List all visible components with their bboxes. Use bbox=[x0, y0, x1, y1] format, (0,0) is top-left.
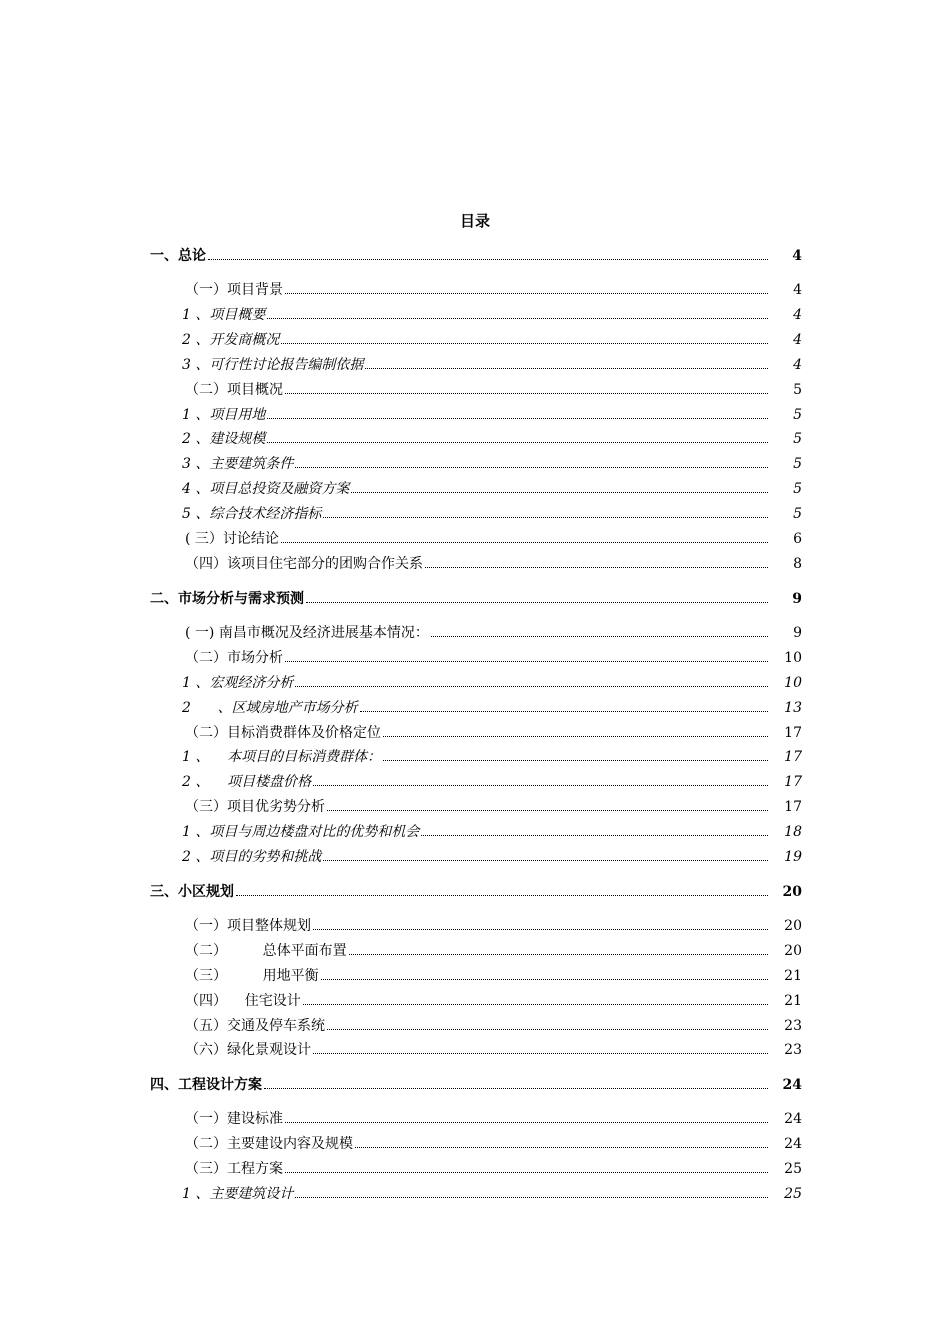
toc-entry-page-number: 21 bbox=[784, 992, 802, 1009]
toc-entry-label: 4 、项目总投资及融资方案 bbox=[182, 481, 350, 498]
toc-entry-label: （二）目标消费群体及价格定位 bbox=[185, 724, 381, 741]
toc-entry-page-number: 4 bbox=[792, 248, 802, 264]
toc-entry-label: 5 、综合技术经济指标 bbox=[182, 506, 322, 523]
table-of-contents bbox=[150, 244, 802, 1207]
toc-entry-label: 3 、主要建筑条件 bbox=[182, 456, 294, 473]
toc-entry-label: 2 、开发商概况 bbox=[182, 331, 280, 348]
dot-leader bbox=[267, 441, 768, 443]
toc-entry[interactable] bbox=[150, 244, 802, 268]
toc-entry[interactable] bbox=[150, 1182, 802, 1207]
toc-entry-label: （四）该项目住宅部分的团购合作关系 bbox=[185, 555, 423, 572]
toc-entry[interactable] bbox=[150, 989, 802, 1014]
toc-entry[interactable] bbox=[150, 795, 802, 820]
toc-entry-label: 3 、可行性讨论报告编制依据 bbox=[182, 356, 364, 373]
toc-entry[interactable] bbox=[150, 1157, 802, 1182]
toc-entry[interactable] bbox=[150, 770, 802, 795]
dot-leader bbox=[383, 759, 768, 761]
toc-entry-label: 1 、宏观经济分析 bbox=[182, 674, 294, 691]
dot-leader bbox=[236, 894, 768, 896]
toc-entry-label: 一、总论 bbox=[150, 248, 206, 264]
dot-leader bbox=[295, 685, 768, 687]
toc-entry-page-number: 5 bbox=[793, 406, 802, 423]
toc-entry-page-number: 6 bbox=[793, 531, 802, 548]
toc-entry-label: （六）绿化景观设计 bbox=[185, 1042, 311, 1059]
toc-entry-label: （二） 总体平面布置 bbox=[185, 942, 347, 959]
toc-entry-label: （一）项目背景 bbox=[185, 282, 283, 298]
toc-entry-page-number: 25 bbox=[784, 1186, 802, 1203]
dot-leader bbox=[306, 601, 768, 603]
dot-leader bbox=[281, 342, 768, 344]
toc-entry-label: （四） 住宅设计 bbox=[185, 992, 301, 1009]
toc-entry-page-number: 24 bbox=[784, 1136, 802, 1153]
dot-leader bbox=[313, 928, 768, 930]
dot-leader bbox=[360, 710, 768, 712]
dot-leader bbox=[285, 292, 768, 294]
toc-title: 目录 bbox=[459, 212, 490, 230]
toc-entry-page-number: 24 bbox=[782, 1077, 802, 1094]
dot-leader bbox=[321, 978, 768, 980]
toc-entry-page-number: 4 bbox=[793, 331, 802, 348]
toc-entry-label: 三、小区规划 bbox=[150, 883, 234, 900]
toc-entry-label: （五）交通及停车系统 bbox=[185, 1017, 325, 1034]
toc-entry-label: （二）主要建设内容及规模 bbox=[185, 1136, 353, 1153]
toc-entry-page-number: 10 bbox=[784, 649, 802, 666]
toc-entry-label: 2 、 项目楼盘价格 bbox=[182, 774, 312, 791]
dot-leader bbox=[264, 1087, 768, 1089]
toc-entry-label: （二）项目概况 bbox=[185, 381, 283, 398]
toc-entry[interactable] bbox=[150, 1038, 802, 1063]
toc-entry-page-number: 17 bbox=[784, 749, 802, 766]
dot-leader bbox=[295, 1196, 768, 1198]
toc-entry[interactable] bbox=[150, 671, 802, 696]
toc-entry[interactable] bbox=[150, 721, 802, 746]
toc-entry[interactable] bbox=[150, 328, 802, 353]
toc-entry-page-number: 10 bbox=[784, 674, 802, 691]
toc-entry[interactable] bbox=[150, 964, 802, 989]
dot-leader bbox=[421, 834, 768, 836]
toc-entry-label: 2 、建设规模 bbox=[182, 431, 266, 448]
toc-entry-page-number: 4 bbox=[793, 306, 802, 323]
toc-entry-page-number: 25 bbox=[784, 1161, 802, 1178]
dot-leader bbox=[281, 541, 768, 543]
dot-leader bbox=[285, 1171, 768, 1173]
dot-leader bbox=[327, 809, 768, 811]
toc-entry[interactable] bbox=[150, 502, 802, 527]
dot-leader bbox=[295, 466, 768, 468]
toc-entry-page-number: 9 bbox=[793, 624, 802, 641]
dot-leader bbox=[267, 417, 768, 419]
toc-entry-label: （二）市场分析 bbox=[185, 649, 283, 666]
toc-entry-page-number: 19 bbox=[784, 849, 802, 866]
dot-leader bbox=[349, 953, 768, 955]
toc-entry-page-number: 21 bbox=[784, 967, 802, 984]
toc-entry[interactable] bbox=[150, 1107, 802, 1132]
dot-leader bbox=[355, 1146, 768, 1148]
toc-entry[interactable] bbox=[150, 587, 802, 611]
toc-entry-page-number: 17 bbox=[784, 724, 802, 741]
toc-entry[interactable] bbox=[150, 1132, 802, 1157]
toc-entry-label: （一）建设标准 bbox=[185, 1111, 283, 1128]
toc-entry-label: （三） 用地平衡 bbox=[185, 967, 319, 984]
dot-leader bbox=[431, 635, 768, 637]
dot-leader bbox=[208, 258, 768, 260]
toc-entry-page-number: 17 bbox=[784, 799, 802, 816]
dot-leader bbox=[323, 516, 768, 518]
dot-leader bbox=[285, 1121, 768, 1123]
toc-entry-page-number: 23 bbox=[784, 1042, 802, 1059]
toc-entry-label: ( 一) 南昌市概况及经济进展基本情况： bbox=[185, 624, 429, 641]
toc-entry[interactable] bbox=[150, 452, 802, 477]
toc-entry[interactable] bbox=[150, 845, 802, 870]
toc-entry-page-number: 5 bbox=[793, 481, 802, 498]
dot-leader bbox=[285, 392, 768, 394]
dot-leader bbox=[425, 566, 768, 568]
toc-entry-label: 1 、主要建筑设计 bbox=[182, 1186, 294, 1203]
toc-entry-page-number: 4 bbox=[793, 356, 802, 373]
dot-leader bbox=[351, 491, 768, 493]
toc-entry-label: 2 、区域房地产市场分析 bbox=[182, 699, 358, 716]
toc-entry-page-number: 17 bbox=[784, 774, 802, 791]
toc-entry[interactable] bbox=[150, 820, 802, 845]
toc-entry[interactable] bbox=[150, 939, 802, 964]
toc-entry[interactable] bbox=[150, 1073, 802, 1097]
toc-entry-label: 2 、项目的劣势和挑战 bbox=[182, 849, 322, 866]
toc-entry-page-number: 5 bbox=[793, 381, 802, 398]
toc-entry-label: 二、市场分析与需求预测 bbox=[150, 590, 304, 607]
toc-entry-label: （一）项目整体规划 bbox=[185, 917, 311, 934]
toc-entry[interactable] bbox=[150, 477, 802, 502]
toc-entry[interactable] bbox=[150, 621, 802, 646]
toc-entry-page-number: 5 bbox=[793, 506, 802, 523]
dot-leader bbox=[383, 735, 768, 737]
dot-leader bbox=[285, 660, 768, 662]
toc-entry-label: （三）工程方案 bbox=[185, 1161, 283, 1178]
dot-leader bbox=[267, 317, 768, 319]
dot-leader bbox=[323, 859, 768, 861]
toc-entry[interactable] bbox=[150, 1014, 802, 1039]
toc-entry[interactable] bbox=[150, 527, 802, 552]
toc-entry-page-number: 20 bbox=[782, 883, 802, 900]
dot-leader bbox=[327, 1028, 768, 1030]
toc-entry[interactable] bbox=[150, 378, 802, 403]
toc-entry[interactable] bbox=[150, 303, 802, 328]
toc-entry-label: （三）项目优劣势分析 bbox=[185, 799, 325, 816]
toc-entry[interactable] bbox=[150, 745, 802, 770]
dot-leader bbox=[303, 1003, 768, 1005]
toc-entry[interactable] bbox=[150, 278, 802, 303]
toc-entry[interactable] bbox=[150, 914, 802, 939]
toc-entry[interactable] bbox=[150, 646, 802, 671]
toc-entry-page-number: 20 bbox=[784, 942, 802, 959]
dot-leader bbox=[313, 784, 768, 786]
toc-entry-page-number: 24 bbox=[784, 1111, 802, 1128]
toc-entry-page-number: 8 bbox=[793, 555, 802, 572]
toc-entry-page-number: 13 bbox=[784, 699, 802, 716]
toc-entry[interactable] bbox=[150, 696, 802, 721]
toc-entry[interactable] bbox=[150, 403, 802, 428]
toc-entry-label: 1 、项目概要 bbox=[182, 306, 266, 323]
toc-entry[interactable] bbox=[150, 427, 802, 452]
toc-entry-page-number: 5 bbox=[793, 456, 802, 473]
toc-entry-page-number: 5 bbox=[793, 431, 802, 448]
toc-entry-page-number: 23 bbox=[784, 1017, 802, 1034]
toc-entry-label: 1 、 本项目的目标消费群体： bbox=[182, 749, 382, 766]
toc-entry[interactable] bbox=[150, 353, 802, 378]
toc-entry-label: ( 三）讨论结论 bbox=[185, 531, 279, 548]
dot-leader bbox=[365, 367, 768, 369]
dot-leader bbox=[313, 1052, 768, 1054]
toc-entry-page-number: 9 bbox=[792, 590, 802, 607]
toc-entry-page-number: 20 bbox=[784, 917, 802, 934]
toc-entry-label: 1 、项目用地 bbox=[182, 406, 266, 423]
toc-entry[interactable] bbox=[150, 880, 802, 904]
toc-entry-page-number: 18 bbox=[784, 824, 802, 841]
toc-entry-label: 1 、项目与周边楼盘对比的优势和机会 bbox=[182, 824, 420, 841]
toc-entry[interactable] bbox=[150, 552, 802, 577]
toc-entry-page-number: 4 bbox=[793, 282, 802, 298]
toc-entry-label: 四、工程设计方案 bbox=[150, 1077, 262, 1094]
